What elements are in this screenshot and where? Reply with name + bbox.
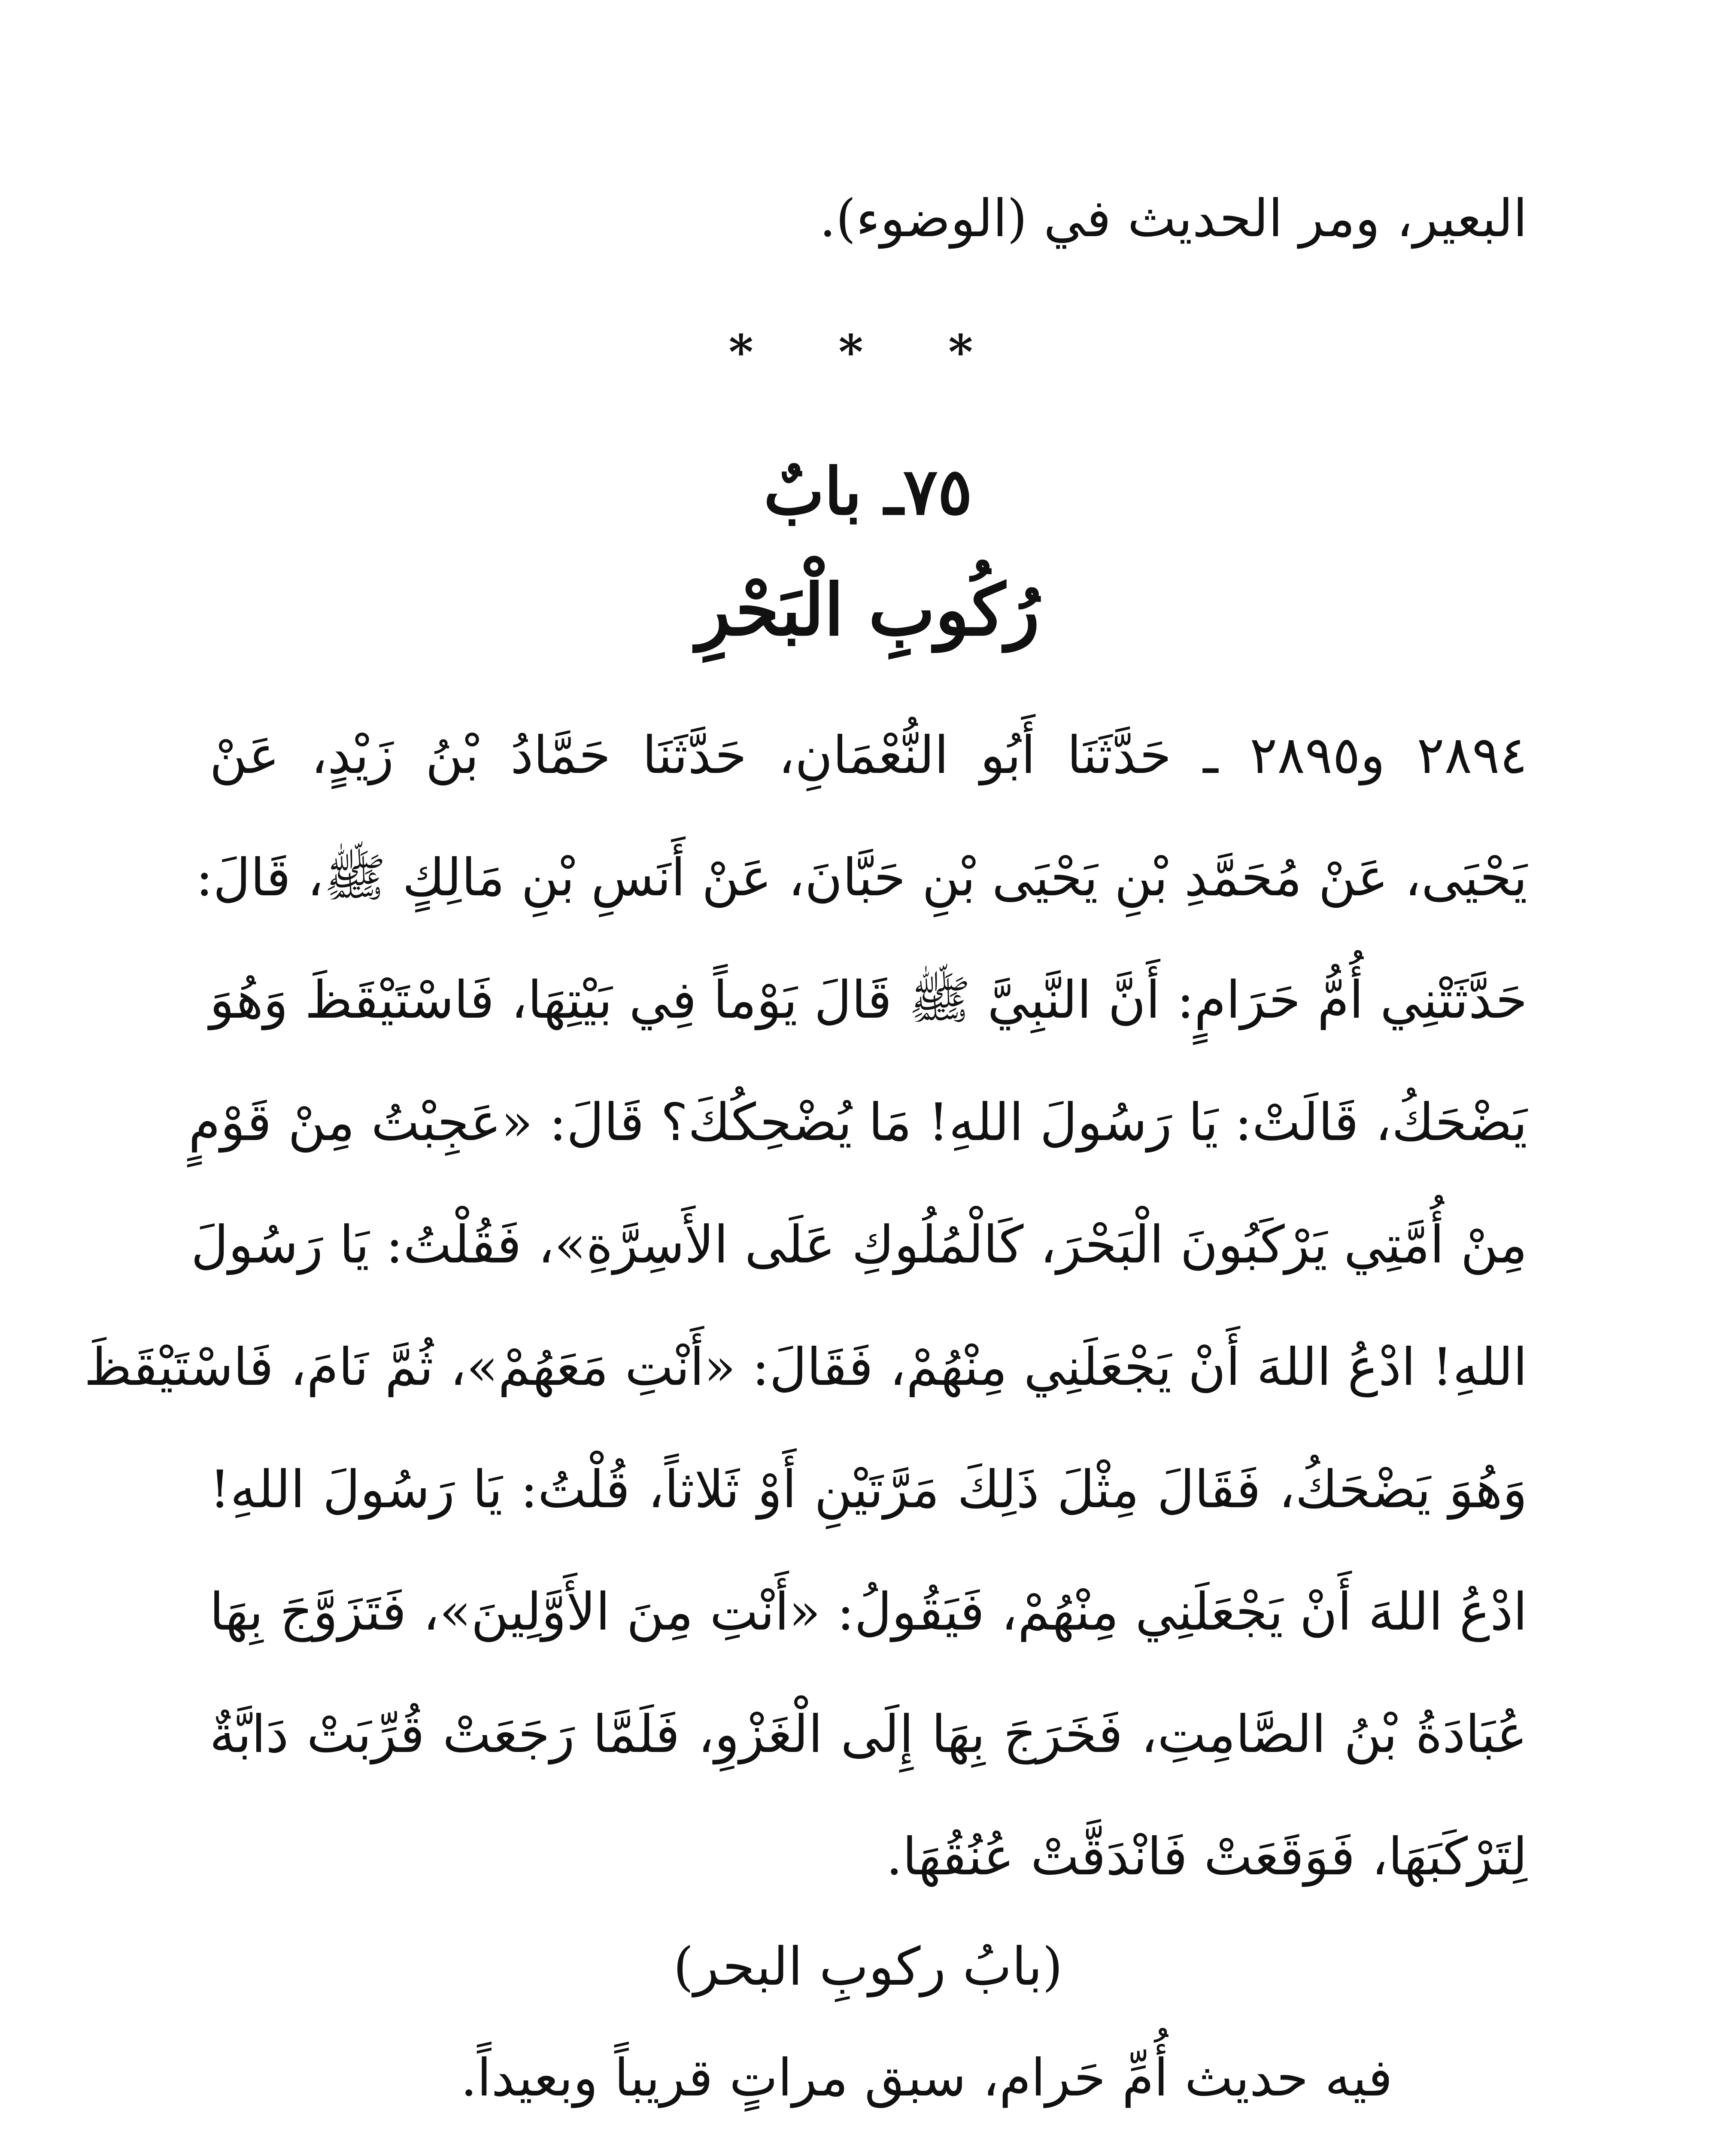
hadith-line: لِتَرْكَبَهَا، فَوَقَعَتْ فَانْدَقَّتْ عُنُقُهَا. — [886, 1827, 1527, 1887]
hadith-line: يَضْحَكُ، قَالَتْ: يَا رَسُولَ اللهِ! مَا يُضْحِكُكَ؟ قَالَ: «عَجِبْتُ مِنْ قَوْمٍ — [188, 1093, 1527, 1153]
hadith-line: مِنْ أُمَّتِي يَرْكَبُونَ الْبَحْرَ، كَالْمُلُوكِ عَلَى الأَسِرَّةِ»، فَقُلْتُ: يَا رَسُولَ — [191, 1215, 1527, 1275]
hadith-line: يَحْيَى، عَنْ مُحَمَّدِ بْنِ يَحْيَى بْنِ حَبَّانَ، عَنْ أَنَسِ بْنِ مَالِكٍ ﷺ، قَالَ: — [195, 848, 1527, 908]
separator-stars-top: * * * — [728, 324, 1008, 380]
hadith-line: حَدَّثَتْنِي أُمُّ حَرَامٍ: أَنَّ النَّبِيَّ ﷺ قَالَ يَوْماً فِي بَيْتِهَا، فَاسْتَيْقَظَ وَهُوَ — [209, 970, 1527, 1030]
hadith-line: اللهِ! ادْعُ اللهَ أَنْ يَجْعَلَنِي مِنْهُمْ، فَقَالَ: «أَنْتِ مَعَهُمْ»، ثُمَّ نَامَ، فَاسْتَيْقَظَ — [84, 1338, 1527, 1397]
hadith-line: عُبَادَةُ بْنُ الصَّامِتِ، فَخَرَجَ بِهَا إِلَى الْغَزْوِ، فَلَمَّا رَجَعَتْ قُرِّبَتْ دَابَّةٌ — [209, 1705, 1527, 1764]
chapter-number: ٧٥ـ بابٌ — [764, 454, 972, 529]
commentary-text: فيه حديث أُمِّ حَرام، سبق مراتٍ قريباً وبعيداً. — [460, 2048, 1393, 2108]
hadith-line: ٢٨٩٤ و٢٨٩٥ ـ حَدَّثَنَا أَبُو النُّعْمَانِ، حَدَّثَنَا حَمَّادُ بْنُ زَيْدٍ، عَنْ — [209, 726, 1528, 785]
intro-line: البعير، ومر الحديث في (الوضوء). — [819, 189, 1527, 249]
hadith-line: ادْعُ اللهَ أَنْ يَجْعَلَنِي مِنْهُمْ، فَيَقُولُ: «أَنْتِ مِنَ الأَوَّلِينَ»، فَتَزَوَّجَ بِهَا — [209, 1582, 1527, 1642]
hadith-line: وَهُوَ يَضْحَكُ، فَقَالَ مِثْلَ ذَلِكَ مَرَّتَيْنِ أَوْ ثَلاثاً، قُلْتُ: يَا رَسُولَ اللهِ! — [209, 1460, 1527, 1520]
chapter-title: رُكُوبِ الْبَحْرِ — [696, 568, 1040, 651]
commentary-title: (بابُ ركوبِ البحر) — [673, 1936, 1063, 1997]
